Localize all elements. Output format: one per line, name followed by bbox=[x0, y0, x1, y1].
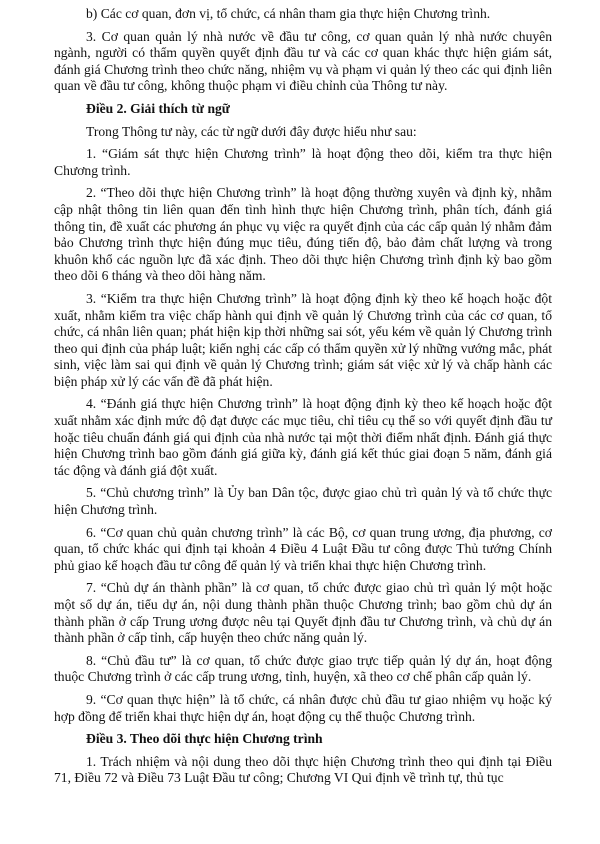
article-2-intro: Trong Thông tư này, các từ ngữ dưới đây được hiểu như sau: bbox=[86, 123, 417, 139]
definition-7: 7. “Chủ dự án thành phần” là cơ quan, tổ chức được giao chủ trì quản lý một hoặc một số dự án, tiểu dự án, nội dung thành phần thuộc Chương trình; bao gồm chủ dự án thành phần ở cấp Trung ương được nêu tại Quyết định đầu tư Chương trình, và chủ dự án thành phần ở cấp tỉnh, cấp huyện theo chức năng quản lý. bbox=[54, 580, 552, 646]
definition-4: 4. “Đánh giá thực hiện Chương trình” là hoạt động định kỳ theo kế hoạch hoặc đột xuất nhằm xác định mức độ đạt được các mục tiêu, chỉ tiêu cụ thể so với quyết định đầu tư hoặc tiêu chuẩn đánh giá qui định của nhà nước tại một thời điểm nhất định. Đánh giá thực hiện Chương trình bao gồm đánh giá giữa kỳ, đánh giá kết thúc giai đoạn 5 năm, đánh giá tác động và đánh giá đột xuất. bbox=[54, 396, 552, 478]
clause-3: 3. Cơ quan quản lý nhà nước về đầu tư công, cơ quan quản lý nhà nước chuyên ngành, người có thẩm quyền quyết định đầu tư và các cơ quan khác thực hiện giám sát, đánh giá Chương trình theo chức năng, nhiệm vụ và phạm vi quản lý theo các qui định liên quan về đầu tư công, không thuộc phạm vi điều chỉnh của Thông tư này. bbox=[54, 28, 552, 94]
article-3-clause-1: 1. Trách nhiệm và nội dung theo dõi thực hiện Chương trình theo qui định tại Điều 71, Điều 72 và Điều 73 Luật Đầu tư công; Chương VI Qui định về trình tự, thủ tục bbox=[54, 753, 552, 786]
definition-9: 9. “Cơ quan thực hiện” là tổ chức, cá nhân được chủ đầu tư giao nhiệm vụ hoặc ký hợp đồng để triển khai thực hiện dự án, hoạt động cụ thể thuộc Chương trình. bbox=[54, 691, 552, 724]
definition-2: 2. “Theo dõi thực hiện Chương trình” là hoạt động thường xuyên và định kỳ, nhằm cập nhật thông tin liên quan đến tình hình thực hiện Chương trình, phân tích, đánh giá thông tin, đề xuất các phương án phục vụ việc ra quyết định của các cấp quản lý nhằm đảm bảo Chương trình thực hiện đúng mục tiêu, đúng tiến độ, bảo đảm chất lượng và trong khuôn khổ các nguồn lực đã xác định. Theo dõi thực hiện Chương trình định kỳ bao gồm theo dõi 6 tháng và theo dõi hàng năm. bbox=[54, 185, 552, 284]
definition-1: 1. “Giám sát thực hiện Chương trình” là hoạt động theo dõi, kiểm tra thực hiện Chương trình. bbox=[54, 146, 552, 178]
definition-3: 3. “Kiểm tra thực hiện Chương trình” là hoạt động định kỳ theo kế hoạch hoặc đột xuất, nhằm kiểm tra việc chấp hành qui định về quản lý Chương trình của các cơ quan, tổ chức, cá nhân liên quan; phát hiện kịp thời những sai sót, yếu kém về quản lý Chương trình theo qui định của pháp luật; kiến nghị các cấp có thẩm quyền xử lý những vướng mắc, phát sinh, việc làm sai qui định về quản lý Chương trình; giám sát việc xử lý và chấp hành các biện pháp xử lý các vấn đề đã phát hiện. bbox=[54, 290, 552, 389]
article-2-heading: Điều 2. Giải thích từ ngữ bbox=[86, 100, 230, 116]
definition-8: 8. “Chủ đầu tư” là cơ quan, tổ chức được giao trực tiếp quản lý dự án, hoạt động thuộc Chương trình ở các cấp trung ương, tỉnh, huyện, xã theo cơ chế phân cấp quản lý. bbox=[54, 652, 552, 685]
clause-3b: b) Các cơ quan, đơn vị, tổ chức, cá nhân tham gia thực hiện Chương trình. bbox=[86, 6, 491, 21]
definition-5: 5. “Chủ chương trình” là Ủy ban Dân tộc, được giao chủ trì quản lý và tổ chức thực hiện Chương trình. bbox=[54, 485, 552, 518]
definition-6: 6. “Cơ quan chủ quản chương trình” là các Bộ, cơ quan trung ương, địa phương, cơ quan, tổ chức khác qui định tại khoản 4 Điều 4 Luật Đầu tư công được Thủ tướng Chính phủ giao kế hoạch đầu tư công để quản lý và triển khai thực hiện Chương trình. bbox=[54, 524, 552, 573]
article-3-heading: Điều 3. Theo dõi thực hiện Chương trình bbox=[86, 731, 323, 747]
